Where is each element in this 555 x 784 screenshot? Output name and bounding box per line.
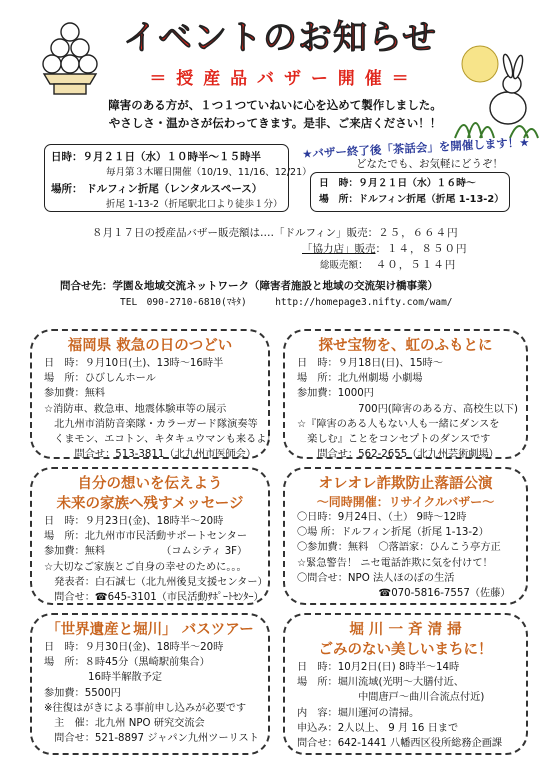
event-body: [297, 660, 514, 751]
event-title: 自分の想いを伝えよう: [77, 476, 223, 492]
event-body: [44, 640, 259, 746]
page-subtitle: ＝ 授 産 品 バ ザ ー 開 催 ＝: [149, 69, 411, 89]
dolphin-amount: ２５，６６４円: [378, 227, 459, 239]
event-line: 申込み：2人以上、 9 月 16 日まで: [297, 722, 459, 734]
kyoryoku-label: 「協力店」販売: [302, 243, 376, 255]
total-label: 総販売額: [320, 260, 359, 271]
event-body: [44, 356, 277, 462]
event-line: 内 容：堀川運河の清掃。: [297, 707, 420, 719]
sales-line-2: [302, 242, 555, 257]
sales-intro: ８月１７日の授産品バザー販売額は‥‥「ドルフィン」販売：: [92, 227, 379, 239]
event-line: 参加費：5500円: [44, 687, 121, 699]
event-line: 中間唐戸〜曲川合流点付近): [297, 692, 485, 704]
event-line: 場 所：堀川流域(光明〜大膳付近、: [297, 677, 464, 689]
tea-party-title: ★バザー終了後「茶話会」を開催します！★: [301, 135, 530, 161]
event-line: 主 催：北九州 NPO 研究交流会: [44, 718, 205, 730]
event-line: 16時半解散予定: [44, 672, 163, 684]
event-line: 〇日時：9月24日、（土） 9時〜12時: [297, 512, 467, 523]
event-line: 場 所：８時45分（黒崎駅前集合）: [44, 657, 210, 669]
contact-line-2: TEL 090-2710-6810(ﾏｷﾀ) http://homepage3.nifty.com/wam/: [120, 297, 453, 308]
tea-party-box: [310, 172, 510, 212]
event-title: オレオレ詐欺防止落語公演: [318, 476, 493, 492]
event-title-2: 〜同時開催：リサイクルバザー〜: [316, 495, 495, 509]
event-line: ☆緊急警告！ ニセ電話詐欺に気を付けて！: [297, 557, 493, 569]
dango-illustration: [40, 18, 100, 96]
event-line: 日 時：９月23日(金)、18時半〜20時: [44, 516, 224, 527]
event-line: 問合せ：513-3811（北九州市医師会）: [44, 449, 257, 461]
event-card-takaramono: [283, 329, 528, 459]
contact-line-1: 問合せ先：学園＆地域交流ネットワーク（障害者施設と地域の交流架け橋事業）: [60, 280, 438, 292]
event-title-2: ごみのない美しいまちに！: [318, 642, 493, 658]
bazaar-date: 日時：９月２１日（水）１０時半〜１５時半: [51, 151, 261, 163]
event-title: 堀 川 一 斉 清 掃: [349, 622, 462, 638]
event-line: 楽しむ』ことをコンセプトのダンスです: [297, 434, 491, 446]
event-line: ☆大切なご家族とご自身の幸せのために。。。: [44, 561, 247, 573]
bazaar-info-box: [44, 144, 312, 212]
event-body: [297, 510, 514, 601]
event-line: 〇場 所：ドルフィン折尾（折尾 1-13-2）: [297, 527, 489, 539]
event-line: 発表者：白石誠七（北九州後見支援センター）: [44, 576, 268, 588]
event-line: 日 時：９月10日(土)、13時〜16時半: [44, 358, 224, 369]
event-body: [297, 356, 518, 462]
tea-date: 日 時：９月２１日（水）１６時〜: [319, 178, 476, 189]
event-line: 問合せ：642-1441 八幡西区役所総務企画課: [297, 738, 503, 750]
event-card-rakugo: [283, 467, 528, 605]
event-title-2: 未来の家族へ残すメッセージ: [56, 496, 244, 512]
event-line: 北九州市消防音楽隊・カラーガード隊演奏等: [44, 418, 258, 430]
intro-line: 障害のある方が、１つ１つていねいに心を込めて製作しました。: [108, 98, 442, 112]
event-line: 場 所：ひびしんホール: [44, 373, 156, 385]
event-line: 〇参加費：無料 〇落語家：ひんこう亭方正: [297, 542, 501, 554]
event-line: 場 所：北九州劇場 小劇場: [297, 373, 423, 385]
event-line: 問合せ：☎645-3101（市民活動ｻﾎﾟｰﾄｾﾝﾀｰ）: [44, 592, 264, 604]
event-line: ☆『障害のある人もない人も一緒にダンスを: [297, 418, 500, 430]
event-title: 「世界遺産と堀川」 バスツアー: [46, 622, 254, 638]
sales-line-3: [320, 258, 555, 273]
event-line: ☆消防車、救急車、地震体験車等の展示: [44, 403, 227, 415]
bazaar-address: 折尾 1-13-2（折尾駅北口より徒歩１分）: [106, 199, 283, 210]
event-card-cleanup: [283, 613, 528, 755]
event-line: 参加費：無料: [44, 388, 106, 400]
event-card-message: [30, 467, 270, 605]
event-line: 日 時：９月18日(日)、15時〜: [297, 358, 443, 369]
event-card-bustour: [30, 613, 270, 755]
event-line: 問合せ：521-8897 ジャパン九州ツーリスト: [44, 733, 259, 745]
event-card-kyukyu: [30, 329, 277, 461]
tea-party-subtitle: どなたでも、お気軽にどうぞ！: [356, 158, 503, 170]
kyoryoku-amount: ：１４，８５０円: [375, 243, 468, 255]
event-line: 〇問合せ：NPO 法人ほのぼの生活: [297, 572, 455, 584]
event-line: 日 時：10月2日(日) 8時半〜14時: [297, 662, 460, 673]
bazaar-schedule: 毎月第３木曜日開催（10/19、11/16、12/21）: [106, 167, 312, 178]
event-line: ※往復はがきによる事前申し込みが必要です: [44, 702, 247, 714]
event-line: 場 所：北九州市市民活動サポートセンター: [44, 531, 248, 543]
total-amount: ： ４０，５１４円: [358, 259, 457, 271]
tea-place: 場 所：ドルフィン折尾（折尾 1-13-2）: [319, 194, 504, 205]
event-title: 探せ宝物を、虹のふもとに: [318, 338, 493, 354]
intro-line: やさしさ・温かさが伝わってきます。是非、ご来店ください！！: [108, 116, 442, 130]
event-line: 参加費：無料 （コムシティ 3F）: [44, 546, 248, 558]
event-line: ☎070-5816-7557（佐藤）: [297, 588, 511, 600]
event-line: 日 時：９月30日(金)、18時半〜20時: [44, 642, 224, 653]
intro-text: [60, 96, 490, 132]
event-line: 700円(障害のある方、高校生以下): [297, 403, 518, 415]
event-body: [44, 514, 268, 605]
page-title: イベントのお知らせ: [123, 18, 437, 58]
event-line: くまモン、エコトン、キタキュウマンも来るよ！: [44, 434, 277, 446]
sales-line-1: [92, 226, 555, 241]
event-title: 福岡県 救急の日のつどい: [67, 338, 233, 354]
event-line: 問合せ：562-2655（北九州芸術劇場）: [297, 449, 499, 461]
event-line: 参加費：1000円: [297, 388, 374, 400]
bazaar-place: 場所： ドルフィン折尾（レンタルスペース）: [51, 183, 263, 195]
